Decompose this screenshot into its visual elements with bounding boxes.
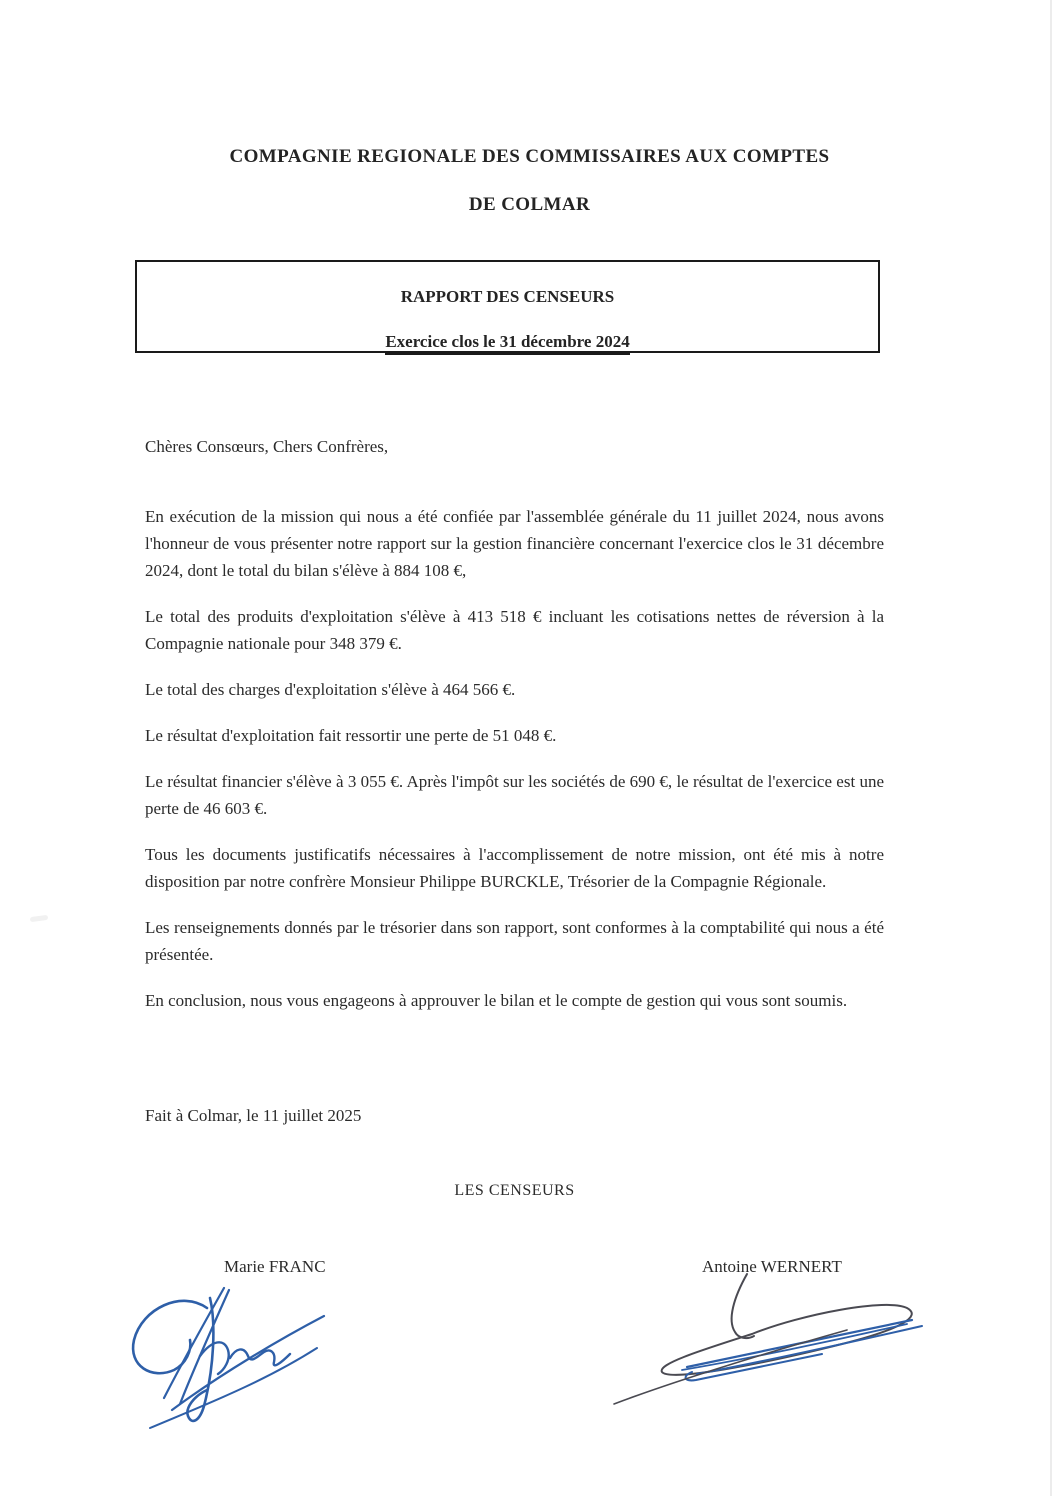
report-title-box	[135, 260, 880, 353]
letterhead	[0, 146, 1059, 216]
signer-name-antoine-wernert: Antoine WERNERT	[702, 1257, 842, 1276]
organization-name: COMPAGNIE REGIONALE DES COMMISSAIRES AUX COMPTES	[229, 146, 830, 167]
report-body	[145, 503, 884, 1033]
report-title: RAPPORT DES CENSEURS	[400, 287, 615, 306]
handwritten-signature-icon	[612, 1272, 972, 1412]
paragraph-renseignements: Les renseignements donnés par le trésorier dans son rapport, sont conformes à la comptabilité qui nous a été présentée.	[145, 918, 884, 964]
paragraph-charges: Le total des charges d'exploitation s'élève à 464 566 €.	[145, 680, 516, 699]
place-and-date: Fait à Colmar, le 11 juillet 2025	[145, 1106, 362, 1125]
paragraph-conclusion: En conclusion, nous vous engageons à approuver le bilan et le compte de gestion qui vous sont soumis.	[145, 991, 848, 1010]
paragraph-mission: En exécution de la mission qui nous a été confiée par l'assemblée générale du 11 juillet 2024, nous avons l'honneur de vous présenter notre rapport sur la gestion financière concernant l'exercice clos le 31 décembre 2024, dont le total du bilan s'élève à 884 108 €,	[145, 507, 884, 580]
paragraph-resultat-exploitation: Le résultat d'exploitation fait ressortir une perte de 51 048 €.	[145, 726, 557, 745]
paragraph-documents: Tous les documents justificatifs nécessaires à l'accomplissement de notre mission, ont été mis à notre disposition par notre confrère Monsieur Philippe BURCKLE, Trésorier de la Compagnie Régionale.	[145, 845, 884, 891]
signer-name-marie-franc: Marie FRANC	[224, 1257, 326, 1276]
censors-heading: LES CENSEURS	[454, 1182, 575, 1199]
salutation: Chères Consœurs, Chers Confrères,	[145, 437, 389, 456]
organization-city: DE COLMAR	[468, 194, 591, 215]
handwritten-signature-icon	[112, 1278, 352, 1438]
paragraph-resultat-financier: Le résultat financier s'élève à 3 055 €. Après l'impôt sur les sociétés de 690 €, le résultat de l'exercice est une perte de 46 603 €.	[145, 772, 884, 818]
scan-edge-artifact	[1050, 0, 1052, 1496]
paragraph-produits: Le total des produits d'exploitation s'élève à 413 518 € incluant les cotisations nettes de réversion à la Compagnie nationale pour 348 379 €.	[145, 607, 884, 653]
scan-smudge-artifact	[30, 915, 49, 922]
report-subtitle: Exercice clos le 31 décembre 2024	[385, 332, 629, 355]
